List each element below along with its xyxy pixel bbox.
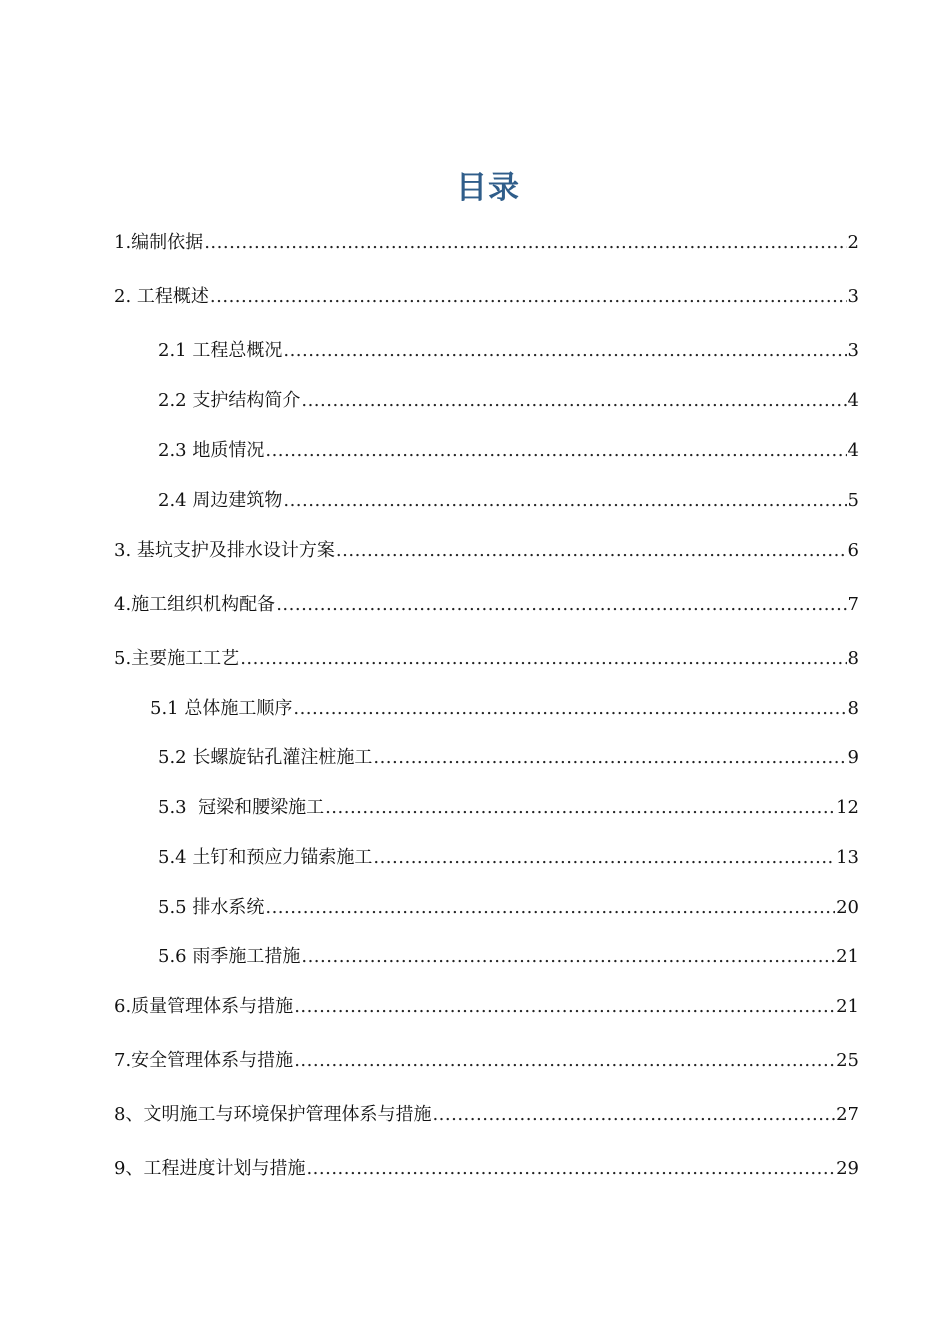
toc-entry[interactable] xyxy=(114,231,859,255)
toc-page-number: 3 xyxy=(847,340,859,361)
toc-entry[interactable] xyxy=(158,746,859,770)
toc-entry[interactable] xyxy=(114,647,859,671)
toc-dot-leader xyxy=(283,489,846,513)
toc-page-number: 29 xyxy=(836,1158,859,1179)
toc-page-number: 12 xyxy=(836,797,859,818)
toc-entry-label: 5.1 总体施工顺序 xyxy=(150,698,293,719)
toc-title: 目录 xyxy=(456,170,520,206)
toc-page-number: 2 xyxy=(847,232,859,253)
toc-entry[interactable] xyxy=(114,1157,859,1181)
toc-entry-label: 2.4 周边建筑物 xyxy=(158,490,283,511)
toc-entry-label: 9、工程进度计划与措施 xyxy=(114,1158,306,1179)
toc-page-number: 6 xyxy=(847,540,859,561)
toc-entry-label: 6.质量管理体系与措施 xyxy=(114,996,294,1017)
toc-dot-leader xyxy=(294,1049,835,1073)
toc-entry[interactable] xyxy=(158,489,859,513)
toc-entry-label: 4.施工组织机构配备 xyxy=(114,594,276,615)
toc-entry[interactable] xyxy=(158,439,859,463)
toc-entry[interactable] xyxy=(158,796,859,820)
toc-dot-leader xyxy=(293,697,846,721)
toc-dot-leader xyxy=(283,339,846,363)
toc-entry[interactable] xyxy=(158,389,859,413)
toc-entry-label: 8、文明施工与环境保护管理体系与措施 xyxy=(114,1104,432,1125)
toc-dot-leader xyxy=(306,1157,835,1181)
toc-page-number: 8 xyxy=(847,698,859,719)
toc-entry[interactable] xyxy=(114,1049,859,1073)
toc-entry-label: 3. 基坑支护及排水设计方案 xyxy=(114,540,335,561)
toc-page-number: 5 xyxy=(847,490,859,511)
toc-entry-label: 5.4 土钉和预应力锚索施工 xyxy=(158,847,373,868)
toc-entry[interactable] xyxy=(114,995,859,1019)
toc-dot-leader xyxy=(301,945,835,969)
toc-page-number: 8 xyxy=(847,648,859,669)
toc-dot-leader xyxy=(301,389,846,413)
toc-dot-leader xyxy=(432,1103,835,1127)
toc-page-number: 20 xyxy=(836,897,859,918)
toc-entry-label: 7.安全管理体系与措施 xyxy=(114,1050,294,1071)
toc-entry-label: 1.编制依据 xyxy=(114,232,204,253)
toc-entry-label: 2.1 工程总概况 xyxy=(158,340,283,361)
toc-page-number: 4 xyxy=(847,390,859,411)
toc-entry-label: 5.3 冠梁和腰梁施工 xyxy=(158,797,325,818)
toc-entry[interactable] xyxy=(158,896,859,920)
toc-entry[interactable] xyxy=(114,539,859,563)
toc-page-number: 21 xyxy=(836,946,859,967)
toc-dot-leader xyxy=(204,231,846,255)
toc-entry-label: 2.3 地质情况 xyxy=(158,440,265,461)
toc-entry[interactable] xyxy=(114,593,859,617)
toc-dot-leader xyxy=(336,539,847,563)
toc-entry-label: 5.5 排水系统 xyxy=(158,897,265,918)
toc-entry[interactable] xyxy=(158,339,859,363)
toc-entry[interactable] xyxy=(158,945,859,969)
toc-dot-leader xyxy=(276,593,846,617)
toc-page-number: 4 xyxy=(847,440,859,461)
toc-entry[interactable] xyxy=(114,285,859,309)
toc-dot-leader xyxy=(240,647,846,671)
toc-page-number: 21 xyxy=(836,996,859,1017)
toc-page-number: 13 xyxy=(836,847,859,868)
toc-entry-label: 2. 工程概述 xyxy=(114,286,209,307)
toc-entry-label: 5.主要施工工艺 xyxy=(114,648,240,669)
toc-dot-leader xyxy=(294,995,835,1019)
toc-entry-label: 2.2 支护结构简介 xyxy=(158,390,301,411)
toc-page-number: 3 xyxy=(847,286,859,307)
toc-page-number: 7 xyxy=(847,594,859,615)
toc-page-number: 25 xyxy=(836,1050,859,1071)
toc-dot-leader xyxy=(373,746,846,770)
toc-entry[interactable] xyxy=(114,1103,859,1127)
toc-dot-leader xyxy=(265,439,846,463)
toc-page-number: 9 xyxy=(847,747,859,768)
toc-entry[interactable] xyxy=(158,846,859,870)
toc-entry-label: 5.6 雨季施工措施 xyxy=(158,946,301,967)
toc-entry[interactable] xyxy=(150,697,859,721)
toc-entry-label: 5.2 长螺旋钻孔灌注桩施工 xyxy=(158,747,373,768)
toc-dot-leader xyxy=(325,796,835,820)
toc-dot-leader xyxy=(265,896,835,920)
toc-dot-leader xyxy=(210,285,847,309)
toc-page-number: 27 xyxy=(836,1104,859,1125)
toc-dot-leader xyxy=(373,846,835,870)
